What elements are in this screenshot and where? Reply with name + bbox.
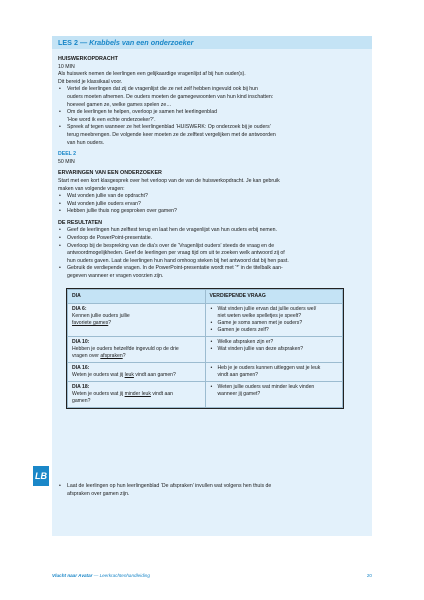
list-item: • Wat vinden jullie van deze afspraken?	[210, 346, 339, 353]
part-duration: 50 MIN	[58, 158, 75, 165]
list-item: • Vertel de leerlingen dat zij de vragenlijst die ze net zelf hebben ingevuld ook bij hun ouders moeten afnemen. De ouders moeten de gamegewoonten van hun kind inschatten: hoeveel gamen ze, welke games spelen ze…	[58, 86, 366, 109]
list-item: • Wat vonden jullie van de opdracht?	[58, 193, 366, 201]
slide-cell: DIA 10: Hebben je ouders hetzelfde ingevuld op de drie vragen over afspraken?	[68, 336, 206, 362]
table-row	[68, 381, 343, 407]
part-title: DEEL 2	[58, 151, 77, 158]
paragraph-line: Dit bereid je klassikaal voor.	[58, 78, 123, 85]
section-title: ERVARINGEN VAN EEN ONDERZOEKER	[58, 170, 162, 177]
list-item: • Game je soms samen met je ouders?	[210, 320, 339, 327]
question-cell	[205, 362, 343, 381]
page-number: 20	[366, 573, 372, 578]
list-item: • Heb je je ouders kunnen uitleggen wat je leuk vindt aan gamen?	[210, 365, 339, 379]
list-item: • Laat de leerlingen op hun leerlingenblad ‘De afspraken’ invullen wat volgens hen thuis de afspraken over gamen zijn.	[58, 483, 348, 498]
question-cell	[205, 336, 343, 362]
bullet-list	[58, 86, 366, 147]
closing-instruction	[58, 483, 348, 498]
list-item: • Welke afspraken zijn er?	[210, 339, 339, 346]
paragraph-line: maken van volgende vragen:	[58, 185, 125, 192]
book-title: Vlucht naar Avatar	[52, 573, 93, 578]
bullet-list	[58, 227, 366, 280]
header-dash: —	[77, 38, 90, 47]
table-row	[68, 336, 343, 362]
page-footer	[52, 573, 372, 579]
list-item: • Spreek af tegen wanneer ze het leerlingenblad ‘HUISWERK: Op onderzoek bij je ouders’ terug meebrengen. De volgende keer moeten ze de zelftest vergelijken met de antwoorden van hun ouders.	[58, 124, 366, 147]
section-title: HUISWERKOPDRACHT	[58, 56, 118, 62]
section-duration: 10 MIN	[58, 63, 75, 70]
lesson-subtitle: Krabbels van een onderzoeker	[89, 38, 194, 47]
table-row	[68, 362, 343, 381]
lesson-content	[58, 56, 366, 408]
question-cell	[205, 381, 343, 407]
list-item: • Hebben jullie thuis nog gesproken over gamen?	[58, 208, 366, 216]
table-row	[68, 303, 343, 336]
lesson-header	[52, 36, 372, 49]
column-header: DIA	[68, 289, 206, 303]
list-item: • Gamen je ouders zelf?	[210, 327, 339, 334]
list-item: • Overloop bij de bespreking van de dia’s over de ‘Vragenlijst ouders’ steeds de vraag en de antwoordmogelijkheden. Geef de leerlingen per vraag tijd om uit te zoeken welk antwoord zij of hun ouders gaven. Laat de leerlingen hun hand omhoog steken bij het antwoord dat bij hen past.	[58, 243, 366, 266]
slide-cell: DIA 18: Weten je ouders wat jij minder leuk vindt aan gamen?	[68, 381, 206, 407]
lesson-panel	[52, 36, 372, 536]
list-item: • Wat vonden jullie ouders ervan?	[58, 201, 366, 209]
lesson-number: LES 2	[58, 38, 78, 47]
slides-table	[67, 289, 343, 408]
book-subtitle: — Leerkrachtenhandleiding	[92, 573, 150, 578]
paragraph-line: Als huiswerk nemen de leerlingen een gelijkaardige vragenlijst af bij hun ouder(s).	[58, 71, 246, 78]
table-header-row	[68, 289, 343, 303]
column-header: VERDIEPENDE VRAAG	[205, 289, 343, 303]
slide-cell: DIA 6: Kennen jullie ouders jullie favoriete games?	[68, 303, 206, 336]
paragraph-line: Start met een kort klasgesprek over het verloop van de van de huiswerkopdracht. Je kan gebruik	[58, 177, 280, 184]
list-item: • Gebruik de verdiepende vragen. In de PowerPoint-presentatie wordt met ‘*’ in de titelbalk aan- gegeven wanneer er vragen voorzien zijn.	[58, 265, 366, 280]
section-title: DE RESULTATEN	[58, 219, 103, 226]
list-item: • Weten jullie ouders wat minder leuk vinden wanneer jij gamet?	[210, 384, 339, 398]
question-cell	[205, 303, 343, 336]
bullet-list	[58, 193, 366, 216]
slide-cell: DIA 16: Weten je ouders wat jij leuk vindt aan gamen?	[68, 362, 206, 381]
list-item: • Geef de leerlingen hun zelftest terug en laat hen de vragenlijst van hun ouders erbij nemen.	[58, 227, 366, 235]
list-item: • Overloop de PowerPoint-presentatie.	[58, 235, 366, 243]
list-item: • Wat vinden jullie ervan dat jullie ouders wel/ niet weten welke spelletjes je speelt?	[210, 306, 339, 320]
list-item: • Om de leerlingen te helpen, overloop je samen het leerlingenblad ‘Hoe word ik een echte onderzoeker?’.	[58, 109, 366, 124]
leerlingenblad-icon: LB	[33, 466, 49, 486]
